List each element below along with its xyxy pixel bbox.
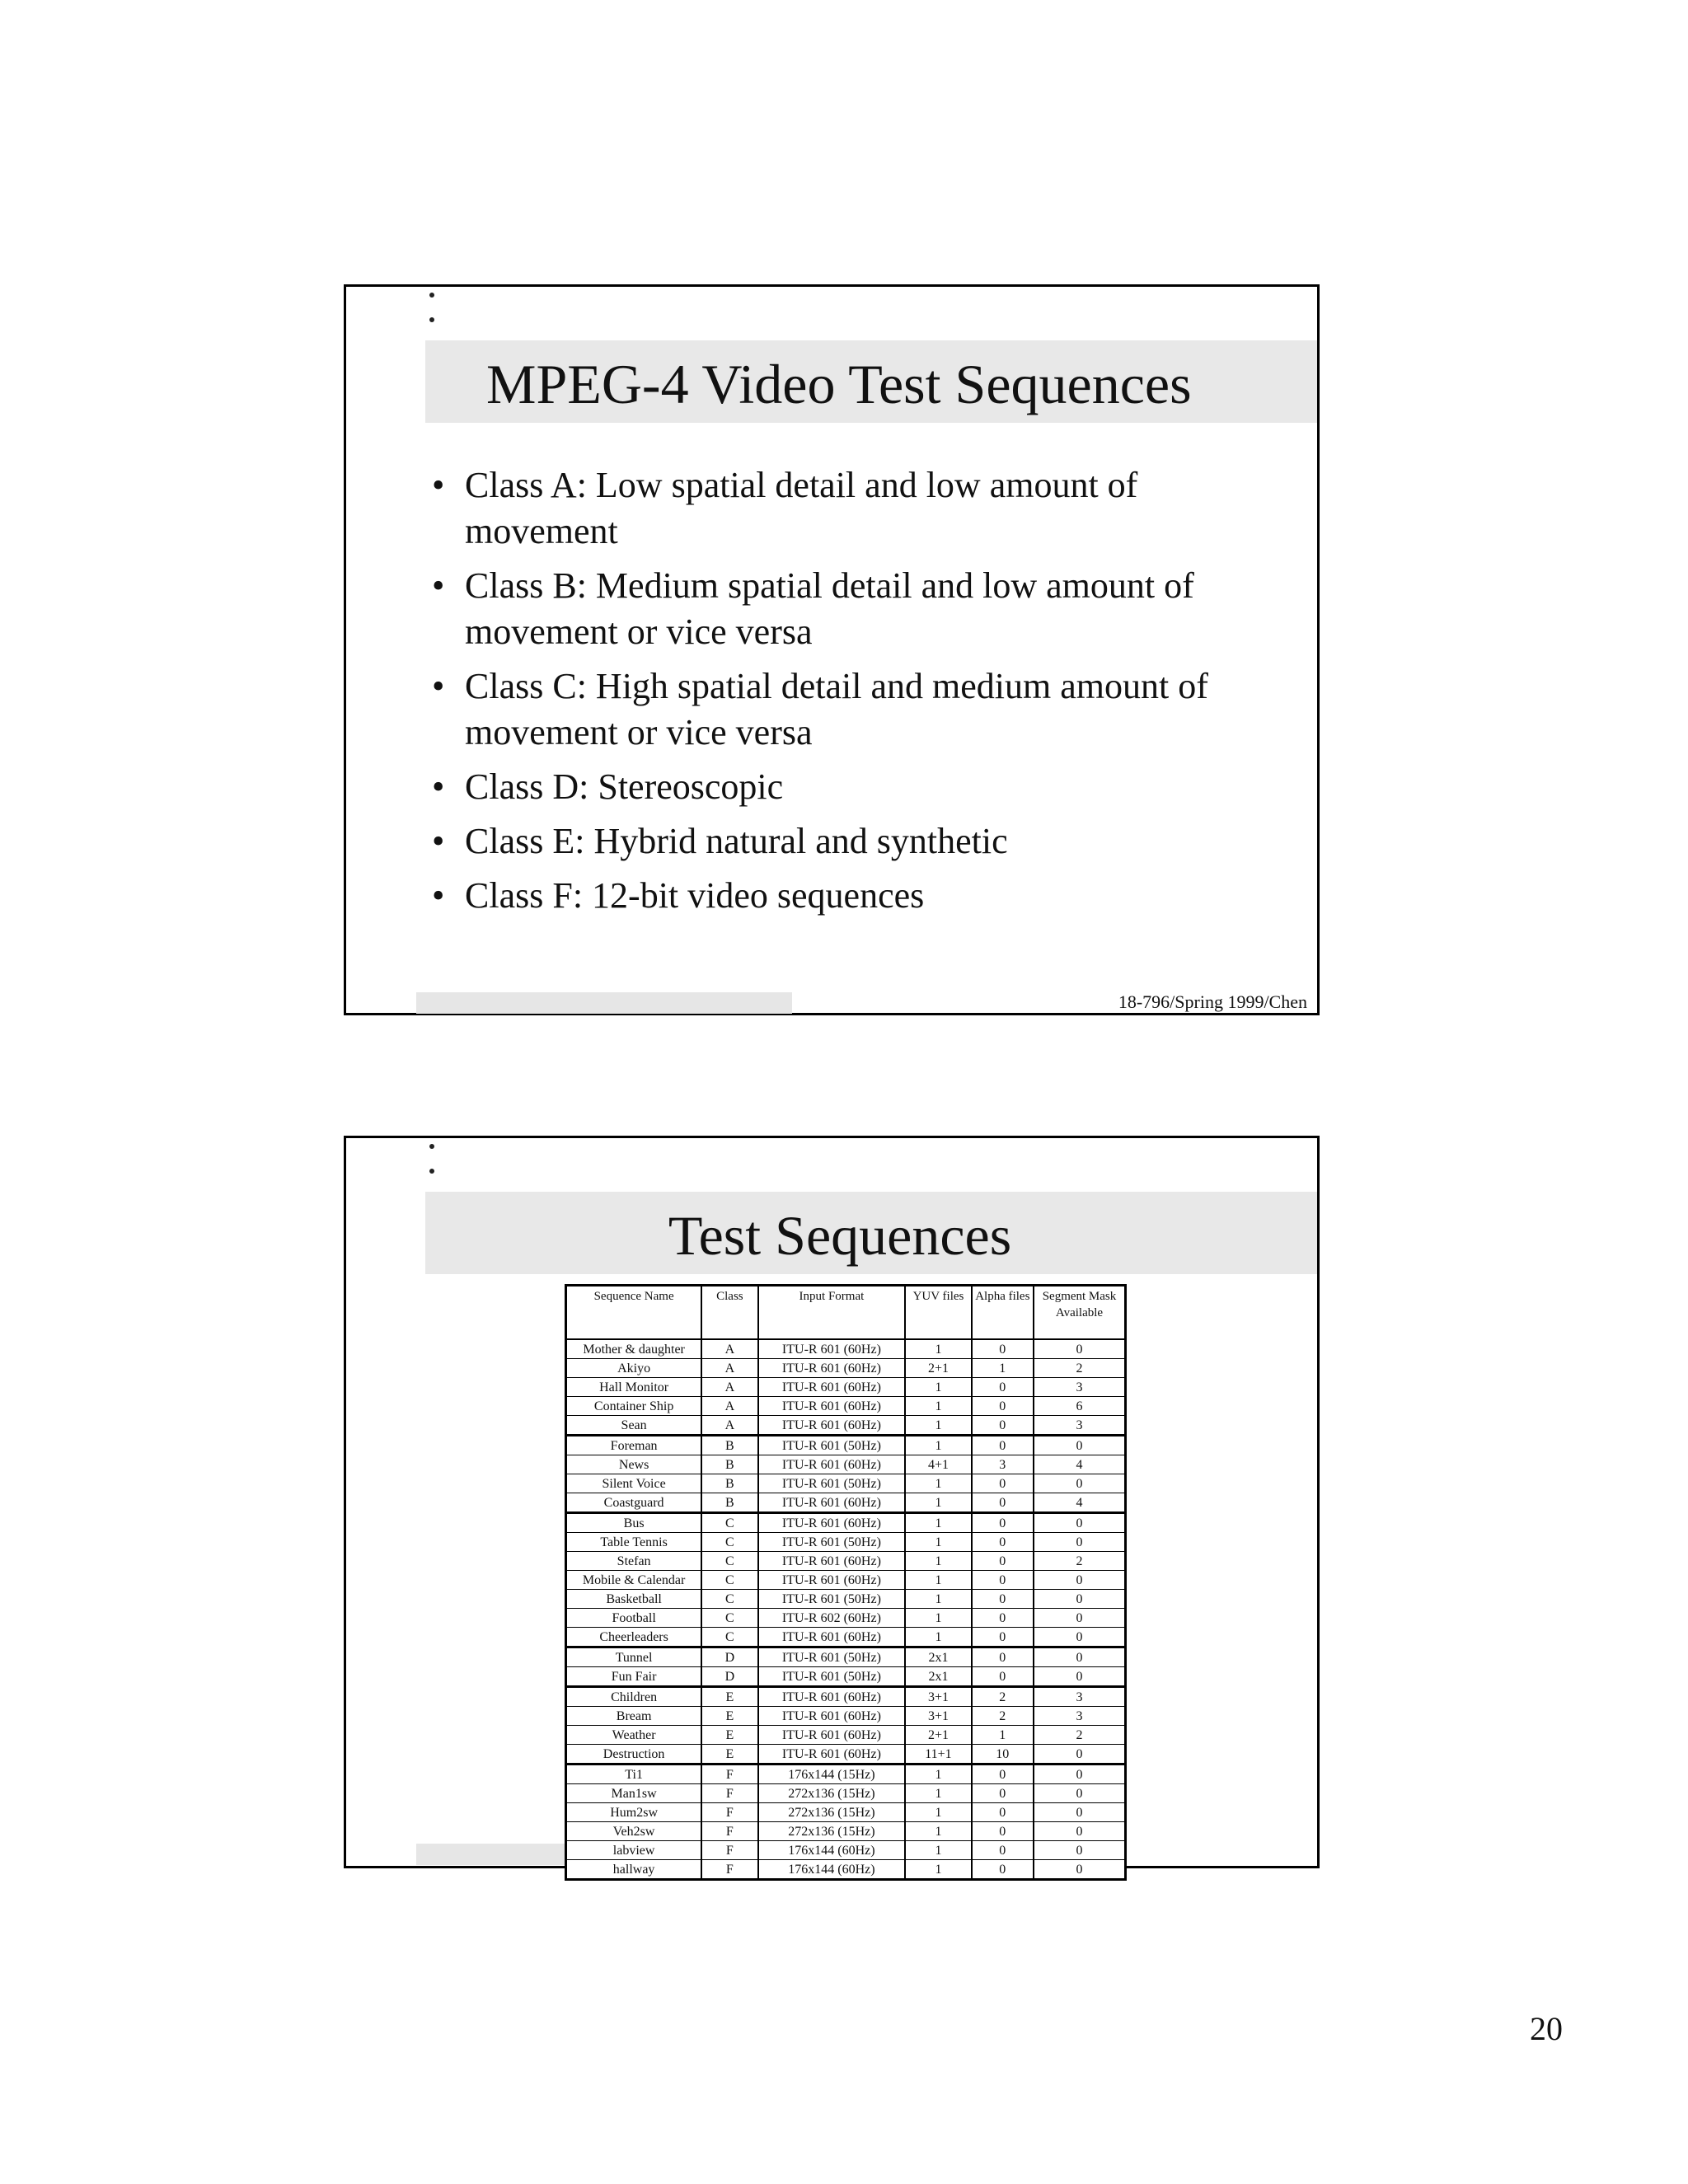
slide-mpeg4-video-test-sequences bbox=[344, 284, 1320, 1015]
bullet-item bbox=[425, 663, 1250, 756]
cell-class: A bbox=[701, 1397, 757, 1416]
cell-yuv-files: 1 bbox=[905, 1552, 971, 1571]
table-row bbox=[566, 1397, 1126, 1416]
bullet-item bbox=[425, 818, 1250, 865]
cell-sequence-name: Tunnel bbox=[566, 1647, 702, 1667]
cell-yuv-files: 1 bbox=[905, 1860, 971, 1880]
bullet-text: Class F: 12-bit video sequences bbox=[465, 875, 925, 916]
table-row bbox=[566, 1339, 1126, 1359]
cell-segment-mask: 0 bbox=[1034, 1860, 1126, 1880]
cell-alpha-files: 0 bbox=[972, 1493, 1034, 1513]
cell-alpha-files: 0 bbox=[972, 1667, 1034, 1687]
bullet-text: Class B: Medium spatial detail and low amount of movement or vice versa bbox=[465, 565, 1194, 652]
bullet-dot-icon: • bbox=[432, 465, 445, 505]
table-row bbox=[566, 1474, 1126, 1493]
cell-input-format: ITU-R 601 (60Hz) bbox=[758, 1726, 906, 1745]
cell-sequence-name: News bbox=[566, 1455, 702, 1474]
footer-band bbox=[416, 992, 792, 1014]
cell-alpha-files: 0 bbox=[972, 1609, 1034, 1628]
cell-sequence-name: Sean bbox=[566, 1416, 702, 1436]
column-header-segment-mask: Segment Mask Available bbox=[1034, 1286, 1126, 1340]
table-row bbox=[566, 1628, 1126, 1647]
cell-segment-mask: 0 bbox=[1034, 1474, 1126, 1493]
cell-input-format: ITU-R 601 (50Hz) bbox=[758, 1436, 906, 1455]
cell-sequence-name: Fun Fair bbox=[566, 1667, 702, 1687]
cell-class: C bbox=[701, 1513, 757, 1533]
cell-yuv-files: 1 bbox=[905, 1397, 971, 1416]
cell-segment-mask: 0 bbox=[1034, 1841, 1126, 1860]
cell-sequence-name: Mother & daughter bbox=[566, 1339, 702, 1359]
bullet-item bbox=[425, 764, 1250, 810]
cell-class: C bbox=[701, 1628, 757, 1647]
bullet-item bbox=[425, 462, 1250, 555]
cell-segment-mask: 4 bbox=[1034, 1455, 1126, 1474]
cell-alpha-files: 0 bbox=[972, 1765, 1034, 1784]
cell-yuv-files: 1 bbox=[905, 1513, 971, 1533]
column-header-yuv-files: YUV files bbox=[905, 1286, 971, 1340]
cell-sequence-name: Table Tennis bbox=[566, 1533, 702, 1552]
cell-segment-mask: 0 bbox=[1034, 1513, 1126, 1533]
cell-class: A bbox=[701, 1416, 757, 1436]
cell-class: D bbox=[701, 1647, 757, 1667]
table-row bbox=[566, 1841, 1126, 1860]
cell-sequence-name: Veh2sw bbox=[566, 1822, 702, 1841]
cell-input-format: ITU-R 601 (60Hz) bbox=[758, 1745, 906, 1765]
cell-alpha-files: 0 bbox=[972, 1416, 1034, 1436]
bullet-text: Class E: Hybrid natural and synthetic bbox=[465, 821, 1008, 861]
cell-input-format: ITU-R 601 (60Hz) bbox=[758, 1493, 906, 1513]
cell-class: D bbox=[701, 1667, 757, 1687]
cell-alpha-files: 0 bbox=[972, 1513, 1034, 1533]
cell-input-format: 176x144 (60Hz) bbox=[758, 1841, 906, 1860]
cell-input-format: ITU-R 601 (50Hz) bbox=[758, 1590, 906, 1609]
cell-class: E bbox=[701, 1707, 757, 1726]
cell-yuv-files: 1 bbox=[905, 1784, 971, 1803]
cell-class: C bbox=[701, 1590, 757, 1609]
cell-sequence-name: Hall Monitor bbox=[566, 1378, 702, 1397]
cell-sequence-name: Foreman bbox=[566, 1436, 702, 1455]
slide-title: MPEG-4 Video Test Sequences bbox=[486, 353, 1192, 415]
bullet-text: Class A: Low spatial detail and low amount of movement bbox=[465, 465, 1138, 551]
cell-input-format: 272x136 (15Hz) bbox=[758, 1784, 906, 1803]
bullet-dot-icon: • bbox=[432, 821, 445, 861]
cell-sequence-name: Hum2sw bbox=[566, 1803, 702, 1822]
cell-alpha-files: 1 bbox=[972, 1359, 1034, 1378]
cell-sequence-name: Silent Voice bbox=[566, 1474, 702, 1493]
cell-segment-mask: 0 bbox=[1034, 1667, 1126, 1687]
cell-segment-mask: 0 bbox=[1034, 1784, 1126, 1803]
cell-segment-mask: 0 bbox=[1034, 1745, 1126, 1765]
cell-class: B bbox=[701, 1474, 757, 1493]
cell-segment-mask: 2 bbox=[1034, 1359, 1126, 1378]
cell-alpha-files: 0 bbox=[972, 1803, 1034, 1822]
table-header-row bbox=[566, 1286, 1126, 1340]
cell-yuv-files: 1 bbox=[905, 1765, 971, 1784]
cell-yuv-files: 1 bbox=[905, 1493, 971, 1513]
cell-sequence-name: Football bbox=[566, 1609, 702, 1628]
table-row bbox=[566, 1493, 1126, 1513]
table-row bbox=[566, 1590, 1126, 1609]
cell-alpha-files: 0 bbox=[972, 1397, 1034, 1416]
column-header-alpha-files: Alpha files bbox=[972, 1286, 1034, 1340]
table-row bbox=[566, 1860, 1126, 1880]
cell-alpha-files: 0 bbox=[972, 1378, 1034, 1397]
cell-segment-mask: 0 bbox=[1034, 1822, 1126, 1841]
cell-segment-mask: 0 bbox=[1034, 1647, 1126, 1667]
cell-yuv-files: 2x1 bbox=[905, 1667, 971, 1687]
cell-sequence-name: Container Ship bbox=[566, 1397, 702, 1416]
table-row bbox=[566, 1436, 1126, 1455]
cell-class: B bbox=[701, 1436, 757, 1455]
bullet-item bbox=[425, 873, 1250, 919]
cell-alpha-files: 0 bbox=[972, 1784, 1034, 1803]
cell-alpha-files: 2 bbox=[972, 1707, 1034, 1726]
cell-class: B bbox=[701, 1493, 757, 1513]
table-row bbox=[566, 1455, 1126, 1474]
cell-segment-mask: 0 bbox=[1034, 1590, 1126, 1609]
table-body bbox=[566, 1339, 1126, 1880]
cell-class: E bbox=[701, 1687, 757, 1707]
cell-segment-mask: 0 bbox=[1034, 1436, 1126, 1455]
table-row bbox=[566, 1745, 1126, 1765]
cell-alpha-files: 1 bbox=[972, 1726, 1034, 1745]
table-row bbox=[566, 1359, 1126, 1378]
bullet-dot-icon: • bbox=[432, 666, 445, 706]
cell-input-format: ITU-R 601 (50Hz) bbox=[758, 1533, 906, 1552]
cell-input-format: ITU-R 601 (60Hz) bbox=[758, 1513, 906, 1533]
cell-yuv-files: 1 bbox=[905, 1628, 971, 1647]
bullet-list bbox=[425, 462, 1250, 927]
cell-class: F bbox=[701, 1822, 757, 1841]
cell-segment-mask: 0 bbox=[1034, 1533, 1126, 1552]
bullet-dot-icon: • bbox=[432, 875, 445, 916]
cell-yuv-files: 1 bbox=[905, 1533, 971, 1552]
cell-yuv-files: 4+1 bbox=[905, 1455, 971, 1474]
table-row bbox=[566, 1822, 1126, 1841]
cell-alpha-files: 0 bbox=[972, 1571, 1034, 1590]
cell-class: C bbox=[701, 1533, 757, 1552]
cell-segment-mask: 3 bbox=[1034, 1687, 1126, 1707]
cell-alpha-files: 0 bbox=[972, 1552, 1034, 1571]
cell-sequence-name: Children bbox=[566, 1687, 702, 1707]
slide-test-sequences bbox=[344, 1136, 1320, 1877]
cell-alpha-files: 3 bbox=[972, 1455, 1034, 1474]
cell-yuv-files: 1 bbox=[905, 1474, 971, 1493]
cell-sequence-name: Bream bbox=[566, 1707, 702, 1726]
cell-segment-mask: 0 bbox=[1034, 1803, 1126, 1822]
table-row bbox=[566, 1803, 1126, 1822]
cell-sequence-name: Cheerleaders bbox=[566, 1628, 702, 1647]
table-row bbox=[566, 1513, 1126, 1533]
cell-segment-mask: 2 bbox=[1034, 1726, 1126, 1745]
cell-input-format: ITU-R 601 (60Hz) bbox=[758, 1378, 906, 1397]
cell-sequence-name: Akiyo bbox=[566, 1359, 702, 1378]
table-row bbox=[566, 1707, 1126, 1726]
table-row bbox=[566, 1784, 1126, 1803]
table-row bbox=[566, 1552, 1126, 1571]
table-row bbox=[566, 1687, 1126, 1707]
cell-class: E bbox=[701, 1745, 757, 1765]
bullet-dot-icon: • bbox=[432, 766, 445, 807]
cell-segment-mask: 2 bbox=[1034, 1552, 1126, 1571]
cell-sequence-name: Stefan bbox=[566, 1552, 702, 1571]
cell-input-format: ITU-R 601 (50Hz) bbox=[758, 1667, 906, 1687]
cell-segment-mask: 0 bbox=[1034, 1628, 1126, 1647]
cell-yuv-files: 1 bbox=[905, 1436, 971, 1455]
cell-class: C bbox=[701, 1609, 757, 1628]
cell-sequence-name: hallway bbox=[566, 1860, 702, 1880]
cell-sequence-name: Ti1 bbox=[566, 1765, 702, 1784]
cell-input-format: 176x144 (15Hz) bbox=[758, 1765, 906, 1784]
cell-yuv-files: 1 bbox=[905, 1339, 971, 1359]
column-header-sequence-name: Sequence Name bbox=[566, 1286, 702, 1340]
cell-class: A bbox=[701, 1359, 757, 1378]
cell-yuv-files: 3+1 bbox=[905, 1707, 971, 1726]
cell-yuv-files: 1 bbox=[905, 1822, 971, 1841]
cell-input-format: ITU-R 601 (50Hz) bbox=[758, 1647, 906, 1667]
cell-input-format: ITU-R 602 (60Hz) bbox=[758, 1609, 906, 1628]
cell-sequence-name: labview bbox=[566, 1841, 702, 1860]
cell-yuv-files: 3+1 bbox=[905, 1687, 971, 1707]
cell-yuv-files: 2+1 bbox=[905, 1726, 971, 1745]
cell-alpha-files: 0 bbox=[972, 1822, 1034, 1841]
cell-sequence-name: Weather bbox=[566, 1726, 702, 1745]
cell-segment-mask: 3 bbox=[1034, 1707, 1126, 1726]
cell-input-format: ITU-R 601 (60Hz) bbox=[758, 1397, 906, 1416]
table-row bbox=[566, 1609, 1126, 1628]
cell-sequence-name: Bus bbox=[566, 1513, 702, 1533]
cell-segment-mask: 0 bbox=[1034, 1339, 1126, 1359]
cell-class: F bbox=[701, 1803, 757, 1822]
cell-input-format: 272x136 (15Hz) bbox=[758, 1803, 906, 1822]
cell-alpha-files: 0 bbox=[972, 1841, 1034, 1860]
page-number: 20 bbox=[1530, 2010, 1563, 2047]
column-header-input-format: Input Format bbox=[758, 1286, 906, 1340]
bullet-text: Class C: High spatial detail and medium amount of movement or vice versa bbox=[465, 666, 1208, 752]
table-row bbox=[566, 1533, 1126, 1552]
cell-segment-mask: 6 bbox=[1034, 1397, 1126, 1416]
cell-yuv-files: 1 bbox=[905, 1609, 971, 1628]
table-row bbox=[566, 1647, 1126, 1667]
cell-input-format: ITU-R 601 (60Hz) bbox=[758, 1707, 906, 1726]
cell-segment-mask: 3 bbox=[1034, 1378, 1126, 1397]
cell-input-format: ITU-R 601 (60Hz) bbox=[758, 1455, 906, 1474]
cell-class: F bbox=[701, 1860, 757, 1880]
column-header-class: Class bbox=[701, 1286, 757, 1340]
cell-yuv-files: 2+1 bbox=[905, 1359, 971, 1378]
cell-yuv-files: 2x1 bbox=[905, 1647, 971, 1667]
table-row bbox=[566, 1378, 1126, 1397]
cell-segment-mask: 0 bbox=[1034, 1765, 1126, 1784]
cell-input-format: ITU-R 601 (60Hz) bbox=[758, 1416, 906, 1436]
cell-class: F bbox=[701, 1784, 757, 1803]
cell-segment-mask: 3 bbox=[1034, 1416, 1126, 1436]
cell-sequence-name: Basketball bbox=[566, 1590, 702, 1609]
cell-alpha-files: 0 bbox=[972, 1436, 1034, 1455]
cell-input-format: ITU-R 601 (60Hz) bbox=[758, 1552, 906, 1571]
cell-yuv-files: 1 bbox=[905, 1571, 971, 1590]
cell-alpha-files: 0 bbox=[972, 1474, 1034, 1493]
cell-sequence-name: Coastguard bbox=[566, 1493, 702, 1513]
slide-title: Test Sequences bbox=[668, 1204, 1012, 1267]
cell-yuv-files: 1 bbox=[905, 1841, 971, 1860]
cell-yuv-files: 11+1 bbox=[905, 1745, 971, 1765]
cell-input-format: 176x144 (60Hz) bbox=[758, 1860, 906, 1880]
cell-alpha-files: 0 bbox=[972, 1628, 1034, 1647]
cell-input-format: ITU-R 601 (60Hz) bbox=[758, 1628, 906, 1647]
table-row bbox=[566, 1571, 1126, 1590]
cell-input-format: ITU-R 601 (60Hz) bbox=[758, 1687, 906, 1707]
cell-sequence-name: Man1sw bbox=[566, 1784, 702, 1803]
cell-class: C bbox=[701, 1552, 757, 1571]
cell-class: E bbox=[701, 1726, 757, 1745]
cell-alpha-files: 0 bbox=[972, 1860, 1034, 1880]
bullet-dot-icon: • bbox=[432, 565, 445, 606]
cell-input-format: ITU-R 601 (60Hz) bbox=[758, 1571, 906, 1590]
cell-sequence-name: Mobile & Calendar bbox=[566, 1571, 702, 1590]
cell-yuv-files: 1 bbox=[905, 1590, 971, 1609]
table-row bbox=[566, 1416, 1126, 1436]
cell-input-format: ITU-R 601 (50Hz) bbox=[758, 1474, 906, 1493]
cell-segment-mask: 0 bbox=[1034, 1609, 1126, 1628]
cell-class: B bbox=[701, 1455, 757, 1474]
cell-yuv-files: 1 bbox=[905, 1803, 971, 1822]
cell-input-format: 272x136 (15Hz) bbox=[758, 1822, 906, 1841]
cell-input-format: ITU-R 601 (60Hz) bbox=[758, 1359, 906, 1378]
cell-sequence-name: Destruction bbox=[566, 1745, 702, 1765]
cell-input-format: ITU-R 601 (60Hz) bbox=[758, 1339, 906, 1359]
cell-alpha-files: 2 bbox=[972, 1687, 1034, 1707]
cell-class: C bbox=[701, 1571, 757, 1590]
cell-class: A bbox=[701, 1339, 757, 1359]
table-row bbox=[566, 1726, 1126, 1745]
cell-segment-mask: 0 bbox=[1034, 1571, 1126, 1590]
bullet-text: Class D: Stereoscopic bbox=[465, 766, 784, 807]
cell-alpha-files: 0 bbox=[972, 1339, 1034, 1359]
test-sequences-table bbox=[565, 1284, 1127, 1881]
cell-alpha-files: 0 bbox=[972, 1647, 1034, 1667]
cell-yuv-files: 1 bbox=[905, 1378, 971, 1397]
cell-alpha-files: 0 bbox=[972, 1590, 1034, 1609]
cell-alpha-files: 10 bbox=[972, 1745, 1034, 1765]
cell-class: F bbox=[701, 1765, 757, 1784]
slide-footer: 18-796/Spring 1999/Chen bbox=[1118, 991, 1307, 1012]
table-row bbox=[566, 1667, 1126, 1687]
table-row bbox=[566, 1765, 1126, 1784]
cell-alpha-files: 0 bbox=[972, 1533, 1034, 1552]
cell-yuv-files: 1 bbox=[905, 1416, 971, 1436]
cell-class: A bbox=[701, 1378, 757, 1397]
cell-segment-mask: 4 bbox=[1034, 1493, 1126, 1513]
cell-class: F bbox=[701, 1841, 757, 1860]
bullet-item bbox=[425, 563, 1250, 655]
